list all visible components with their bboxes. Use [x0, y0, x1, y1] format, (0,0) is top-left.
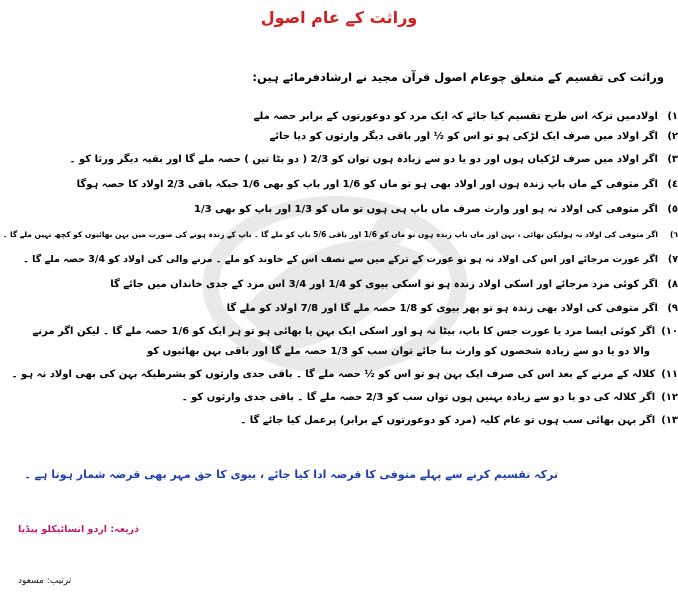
- rule-number: ٦): [669, 230, 678, 239]
- rule-continuation: والا دو یا دو سے زیادہ شخصوں کو وارث بنا جائے توان سب کو 1/3 حصہ ملے گا اور باقی بہن بھائیوں کو: [147, 346, 650, 357]
- rule-text: اگر متوفی کی اولاد بھی زندہ ہو تو پھر بیوی کو 1/8 حصہ ملے گا اور 7/8 اولاد کو ملے گا: [226, 303, 658, 314]
- intro-text: وراثت کی تقسیم کے متعلق چوعام اصول قرآن مجید نے ارشادفرمائے ہیں:: [252, 70, 664, 84]
- rule-item: [0, 414, 678, 428]
- rule-number: ١٢): [661, 392, 678, 403]
- rule-text: اگر بہن بھائی سب ہوں تو عام کلیہ (مرد کو دوعورتوں کے برابر) پرعمل کیا جائے گا ۔: [240, 415, 656, 426]
- rule-text: اگر متوفی کی اولاد نہ ہو اور وارث صرف ماں باپ ہی ہوں تو ماں کو 1/3 اور باپ کو بھی 1/3: [194, 204, 658, 215]
- compiler-credit: ترتیب: مسعود: [18, 576, 72, 586]
- rule-number: ٩): [667, 303, 678, 314]
- rule-number: ٢): [667, 131, 678, 142]
- rule-number: ٤): [667, 179, 678, 190]
- rule-number: ٧): [667, 254, 678, 265]
- rule-text: اگر کوئی ایسا مرد یا عورت جس کا باپ، بیٹا نہ ہو اور اسکی ایک بہن یا بھائی ہو تو ہر ایک کو 1/6 حصہ ملے گا ۔ لیکن اگر مرنے: [32, 326, 656, 337]
- page-title: وراثت کے عام اصول: [260, 8, 418, 27]
- rule-item: [0, 253, 678, 267]
- rule-item: [0, 325, 678, 339]
- rule-item: [0, 302, 678, 316]
- rule-number: ١٠): [661, 326, 678, 337]
- rule-item: [0, 178, 678, 192]
- rule-number: ١): [667, 111, 678, 122]
- rule-item: [0, 153, 678, 167]
- rule-text: اگر اولاد میں صرف ایک لڑکی ہو تو اس کو ½ اور باقی دیگر وارثوں کو دیا جائے: [269, 131, 658, 142]
- rule-text: کلالہ کے مرنے کے بعد اس کی صرف ایک بہن ہو تو اس کو ½ حصہ ملے گا ۔ باقی جدی وارثوں کو بشرطیکہ بہن کی بھی اولاد نہ ہو ۔: [11, 369, 656, 380]
- note-text: ترکہ تقسیم کرنے سے پہلے متوفی کا قرضہ ادا کیا جائے ، بیوی کا حق مہر بھی قرضہ شمار ہوتا ہے ۔: [24, 468, 558, 481]
- rule-number: ١٣): [661, 415, 678, 426]
- rule-item: [0, 228, 678, 242]
- rule-text: اگر کوئی مرد مرجائے اور اسکی اولاد زندہ ہو تو اسکی بیوی کو 1/4 اور 3/4 اس مرد کے جدی خاندان میں جائے گا: [110, 279, 658, 290]
- rule-text: اگر متوفی کے ماں باپ زندہ ہوں اور اولاد بھی ہو تو ماں کو 1/6 اور باپ کو بھی 1/6 جبکہ باقی 2/3 اولاد کا حصہ ہوگا: [76, 179, 658, 190]
- rule-item: [0, 278, 678, 292]
- rule-number: ٥): [667, 204, 678, 215]
- rule-text: اولادمیں ترکہ اس طرح تقسیم کیا جائے کہ ایک مرد کو دوعورتوں کے برابر حصہ ملے: [253, 111, 658, 122]
- rule-item: [0, 110, 678, 124]
- rule-number: ٣): [667, 154, 678, 165]
- rule-text: اگر اولاد میں صرف لڑکیاں ہوں اور دو یا دو سے زیادہ ہوں توان کو 2/3 ( دو بٹا تین ) حصہ ملے گا اور بقیہ دیگر ورثا کو ۔: [69, 154, 658, 165]
- rule-number: ٨): [667, 279, 678, 290]
- rule-item: [0, 391, 678, 405]
- rule-item: [0, 203, 678, 217]
- rule-text: اگر متوفی کی اولاد نہ ہولیکن بھائی ، بہن اور ماں باپ زندہ ہوں تو ماں کو 1/6 اور باقی 5/6 باپ کو ملے گا ۔ باپ کے زندہ ہونے کی صورت میں بہن بھائیوں کو کچھ نہیں ملے گا ۔: [3, 230, 658, 239]
- source-credit: ذریعہ: اردو انسائیکلو پیڈیا: [18, 524, 139, 535]
- rule-text: اگر کلالہ کی دو یا دو سے زیادہ بہنیں ہوں توان سب کو 2/3 حصہ ملے گا ۔ باقی جدی وارثوں کو ۔: [181, 392, 656, 403]
- rule-text: اگر عورت مرجائے اور اس کی اولاد نہ ہو تو عورت کے ترکے میں سے نصف اس کے خاوند کو ملے ۔ مرنے والی کی اولاد کو 3/4 حصہ ملے گا ۔: [23, 254, 658, 265]
- rule-item: [0, 130, 678, 144]
- rule-item: [0, 368, 678, 382]
- rule-number: ١١): [661, 369, 678, 380]
